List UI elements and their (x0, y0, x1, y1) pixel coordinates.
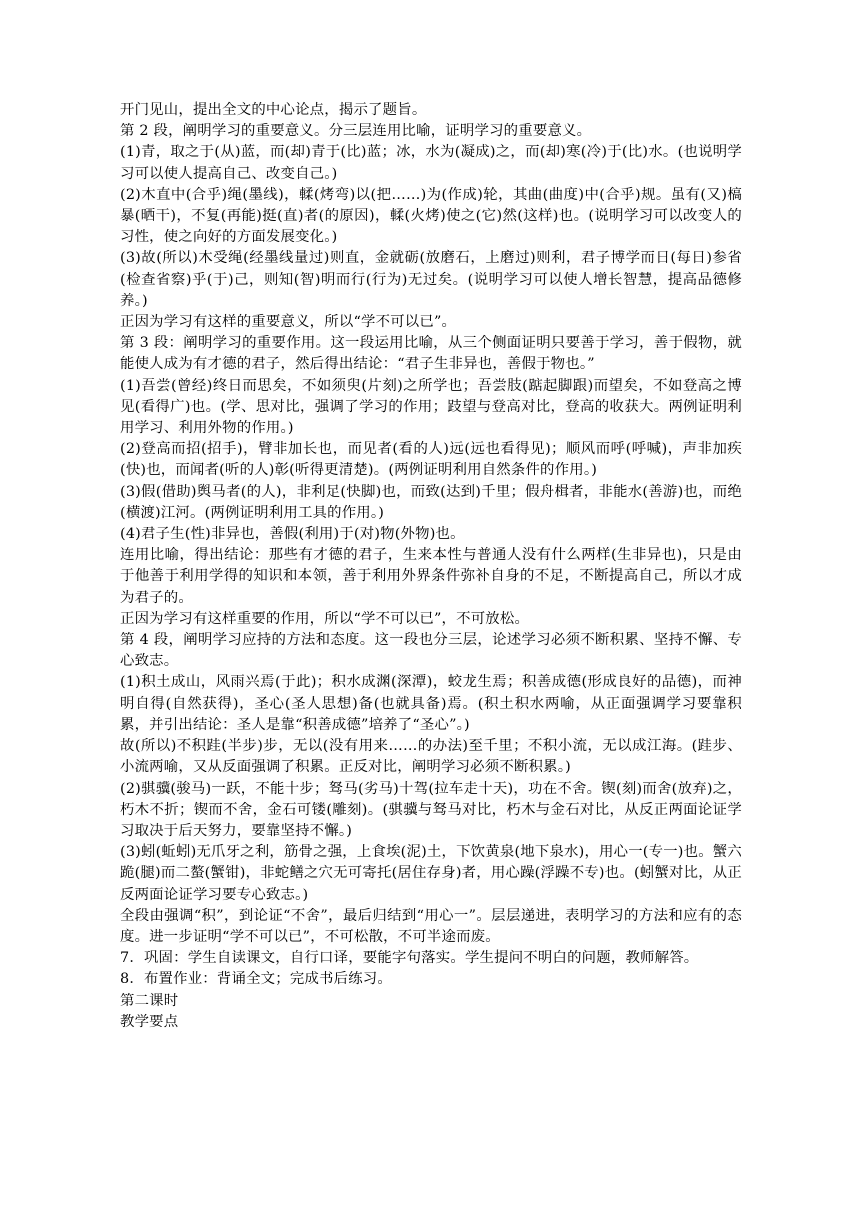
paragraph-section-3-conclusion: 连用比喻，得出结论：那些有才德的君子，生来本性与普通人没有什么两样(生非异也)，只是由于他善于利用学得的知识和本领，善于利用外界条件弥补自身的不足，不断提高自己，所以才成为君子的。 (120, 547, 742, 606)
paragraph-section-2-point-1: (1)青，取之于(从)蓝，而(却)青于(比)蓝；冰，水为(凝成)之，而(却)寒(冷)于(比)水。(也说明学习可以使人提高自己、改变自己。) (120, 144, 742, 182)
paragraph-section-2-point-3: (3)故(所以)木受绳(经墨线量过)则直，金就砺(放磨石，上磨过)则利，君子博学而日(每日)参省(检查省察)乎(于)己，则知(智)明而行(行为)无过矣。(说明学习可以使人增长智慧，提高品德修养。) (120, 250, 742, 309)
paragraph-section-4-summary: 全段由强调“积”，到论证“不舍”，最后归结到“用心一”。层层递进，表明学习的方法和应有的态度。进一步证明“学不可以已”，不可松散，不可半途而废。 (120, 907, 742, 945)
paragraph-section-4-point-2: (2)骐骥(骏马)一跃，不能十步；驽马(劣马)十驾(拉车走十天)，功在不舍。锲(刻)而舍(放弃)之，朽木不折；锲而不舍，金石可镂(雕刻)。(骐骥与驽马对比，朽木与金石对比，从反正两面论证学习取决于后天努力，要靠坚持不懈。) (120, 780, 742, 839)
paragraph-section-4-point-3: (3)蚓(蚯蚓)无爪牙之利，筋骨之强，上食埃(泥)土，下饮黄泉(地下泉水)，用心一(专一)也。蟹六跪(腿)而二螯(蟹钳)，非蛇鳝之穴无可寄托(居住存身)者，用心躁(浮躁不专)也。(蚓蟹对比，从正反两面论证学习要专心致志。) (120, 844, 742, 903)
paragraph-section-2-summary: 正因为学习有这样的重要意义，所以“学不可以已”。 (120, 314, 457, 331)
paragraph-section-4-point-1: (1)积土成山，风雨兴焉(于此)；积水成渊(深潭)，蛟龙生焉；积善成德(形成良好的品德)，而神明自得(自然获得)，圣心(圣人思想)备(也就具备)焉。(积土积水两喻，从正面强调学习要靠积累，并引出结论：圣人是靠“积善成德”培养了“圣心”。) (120, 674, 742, 733)
paragraph-section-3-point-4: (4)君子生(性)非异也，善假(利用)于(对)物(外物)也。 (120, 526, 465, 543)
paragraph-section-2-heading: 第 2 段，阐明学习的重要意义。分三层连用比喻，证明学习的重要意义。 (120, 123, 592, 140)
paragraph-section-4-point-1-cont: 故(所以)不积跬(半步)步，无以(没有用来……的办法)至千里；不积小流，无以成江海。(跬步、小流两喻，又从反面强调了积累。正反对比，阐明学习必须不断积累。) (120, 738, 742, 776)
paragraph-section-3-summary: 正因为学习有这样重要的作用，所以“学不可以已”，不可放松。 (120, 610, 530, 627)
paragraph-section-2-point-2: (2)木直中(合乎)绳(墨线)，輮(烤弯)以(把……)为(作成)轮，其曲(曲度)中(合乎)规。虽有(又)槁暴(晒干)，不复(再能)挺(直)者(的原因)，輮(火烤)使之(它)然(这样)也。(说明学习可以改变人的习性，使之向好的方面发展变化。) (120, 186, 742, 246)
paragraph-section-3-point-1: (1)吾尝(曾经)终日而思矣，不如须臾(片刻)之所学也；吾尝肢(踮起脚跟)而望矣，不如登高之博见(看得广)也。(学、思对比，强调了学习的作用；跂望与登高对比，登高的收获大。两例证明利用学习、利用外物的作用。) (120, 377, 742, 437)
paragraph-section-3-point-2: (2)登高而招(招手)，臂非加长也，而见者(看的人)远(远也看得见)；顺风而呼(呼喊)，声非加疾(快)也，而闻者(听的人)彰(听得更清楚)。(两例证明利用自然条件的作用。) (120, 441, 742, 479)
paragraph-section-4-heading: 第 4 段，阐明学习应持的方法和态度。这一段也分三层，论述学习必须不断积累、坚持不懈、专心致志。 (120, 632, 742, 670)
paragraph-step-7-consolidate: 7．巩固：学生自读课文，自行口译，要能字句落实。学生提问不明白的问题，教师解答。 (120, 950, 699, 967)
heading-second-lesson: 第二课时 (120, 992, 179, 1009)
paragraph-section-3-heading: 第 3 段：阐明学习的重要作用。这一段运用比喻，从三个侧面证明只要善于学习，善于假物，就能使人成为有才德的君子，然后得出结论：“君子生非异也，善假于物也。” (120, 335, 742, 373)
paragraph-step-8-homework: 8．布置作业：背诵全文；完成书后练习。 (120, 971, 392, 988)
paragraph-section-3-point-3: (3)假(借助)舆马者(的人)，非利足(快脚)也，而致(达到)千里；假舟楫者，非能水(善游)也，而绝(横渡)江河。(两例证明利用工具的作用。) (120, 483, 742, 521)
paragraph-intro-conclusion: 开门见山，提出全文的中心论点，揭示了题旨。 (120, 102, 427, 118)
heading-teaching-points: 教学要点 (120, 1013, 179, 1030)
document-body (120, 100, 742, 1033)
